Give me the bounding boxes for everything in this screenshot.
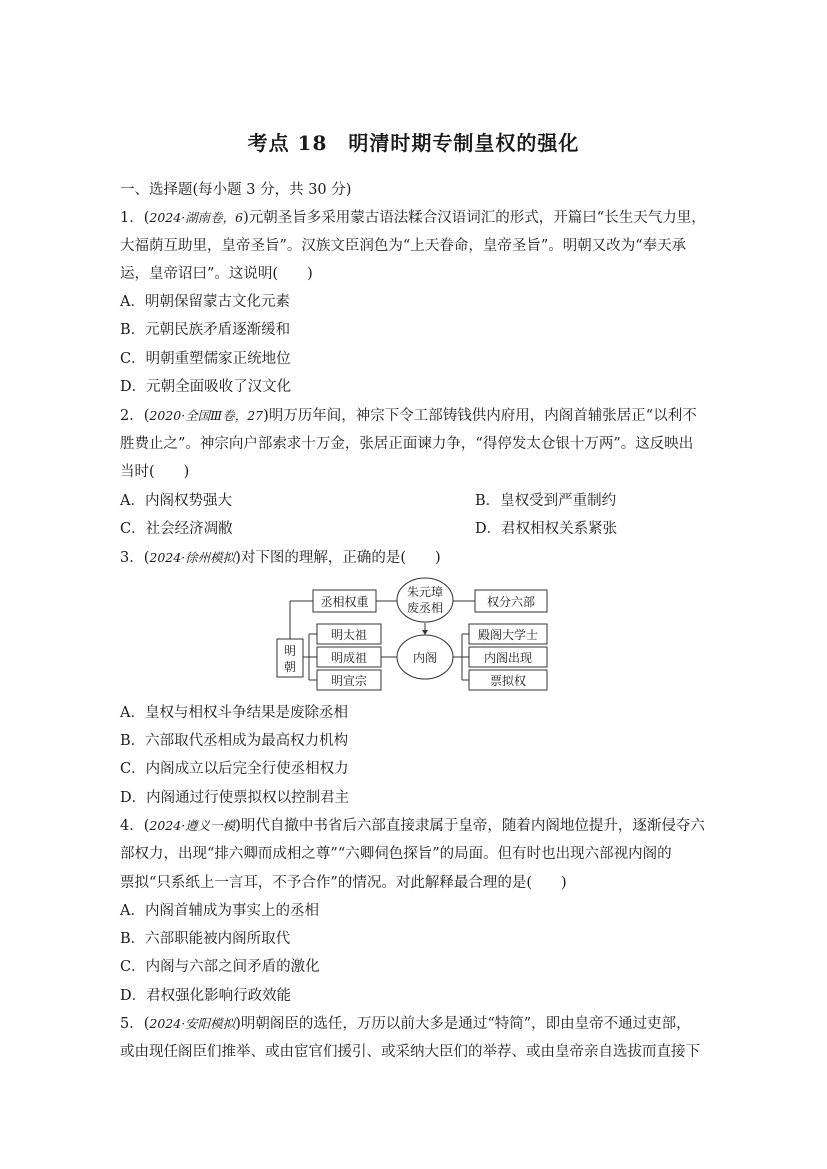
label-cabinet-appears: 内阁出现 <box>483 651 533 665</box>
label-ming-1: 明 <box>283 644 297 658</box>
q4-line-3: 票拟“只系纸上一言耳，不予合作”的情况。对此解释最合理的是( ) <box>120 875 567 891</box>
label-six-ministries: 权分六部 <box>486 595 536 609</box>
q1-text-1: )元朝圣旨多采用蒙古语法糅合汉语词汇的形式，开篇曰“长生天气力里， <box>243 210 706 226</box>
q4-option-d: D．君权强化影响行政效能 <box>120 988 292 1004</box>
label-abolish-prime-minister: 废丞相 <box>406 601 444 615</box>
q2-option-c: C．社会经济凋敝 <box>120 521 233 537</box>
q2-text-1: )明万历年间，神宗下令工部铸钱供内府用，内阁首辅张居正“以利不 <box>263 408 697 424</box>
q3-line-1 <box>120 548 441 568</box>
q2-option-b: B．皇权受到严重制约 <box>475 493 617 509</box>
q3-source: 2024·徐州模拟 <box>149 550 236 565</box>
arrow-head <box>422 630 428 635</box>
q3-option-b: B．六部取代丞相成为最高权力机构 <box>120 733 349 749</box>
q4-line-2: 部权力，出现“排六卿而成相之尊”“六卿伺色探旨”的局面。但有时也出现六部视内阁的 <box>120 846 672 862</box>
q2-options-row-2 <box>120 519 618 539</box>
q5-line-2: 或由现任阁臣们推举、或由宦官们援引、或采纳大臣们的举荐、或由皇帝亲自选拔而直接下 <box>120 1044 700 1060</box>
q1-source: 2024·湖南卷，6 <box>149 210 244 225</box>
q5-source: 2024·安阳模拟 <box>149 1016 236 1031</box>
q4-source: 2024·遵义一模 <box>149 818 236 833</box>
q1-line-2: 大福荫互助里，皇帝圣旨”。汉族文臣润色为“上天眷命，皇帝圣旨”。明朝又改为“奉天承 <box>120 238 687 254</box>
label-zhu-yuanzhang: 朱元璋 <box>406 585 444 599</box>
q2-option-a: A．内阁权势强大 <box>120 493 232 509</box>
q5-line-1 <box>120 1014 691 1034</box>
q1-number: 1．( <box>120 210 150 226</box>
q3-option-c: C．内阁成立以后完全行使丞相权力 <box>120 761 349 777</box>
label-prime-minister-power: 丞相权重 <box>320 595 369 609</box>
connector-right-bracket <box>462 634 469 680</box>
q2-option-d: D．君权相权关系紧张 <box>475 521 618 537</box>
connector-emperors-bracket <box>303 634 317 680</box>
label-ming-chengzu: 明成祖 <box>330 651 368 665</box>
q3-option-a: A．皇权与相权斗争结果是废除丞相 <box>120 705 348 721</box>
q1-line-1 <box>120 208 706 228</box>
q5-number: 5．( <box>120 1016 150 1032</box>
ming-cabinet-diagram <box>275 577 555 692</box>
q2-line-1 <box>120 406 697 426</box>
q4-text-1: )明代自撤中书省后六部直接隶属于皇帝，随着内阁地位提升，逐渐侵夺六 <box>235 818 705 834</box>
label-drafting-power: 票拟权 <box>489 674 527 688</box>
q3-number: 3．( <box>120 550 150 566</box>
q1-option-d: D．元朝全面吸收了汉文化 <box>120 379 292 395</box>
label-cabinet: 内阁 <box>412 651 438 665</box>
q1-line-3: 运，皇帝诏曰”。这说明( ) <box>120 266 313 282</box>
q2-number: 2．( <box>120 408 150 424</box>
label-ming-2: 朝 <box>283 660 297 674</box>
q4-number: 4．( <box>120 818 150 834</box>
q1-option-b: B．元朝民族矛盾逐渐缓和 <box>120 322 291 338</box>
q2-line-3: 当时( ) <box>120 464 190 480</box>
label-ming-xuanzong: 明宣宗 <box>330 674 368 688</box>
label-ming-taizu: 明太祖 <box>330 628 368 642</box>
q2-options-row-1 <box>120 491 617 511</box>
label-grand-secretary: 殿阁大学士 <box>477 628 539 642</box>
page-title: 考点 18 明清时期专制皇权的强化 <box>247 131 580 155</box>
q4-option-b: B．六部职能被内阁所取代 <box>120 931 291 947</box>
q2-line-2: 胜费止之”。神宗向户部索求十万金，张居正面谏力争，“得停发太仓银十万两”。这反映出 <box>120 436 694 452</box>
q1-option-a: A．明朝保留蒙古文化元素 <box>120 294 290 310</box>
q4-line-1 <box>120 816 705 836</box>
q2-source: 2020·全国Ⅲ卷，27 <box>149 408 264 423</box>
q3-option-d: D．内阁通过行使票拟权以控制君主 <box>120 790 350 806</box>
section-heading: 一、选择题(每小题 3 分，共 30 分) <box>120 182 352 198</box>
q4-option-c: C．内阁与六部之间矛盾的激化 <box>120 959 320 975</box>
q3-text-1: )对下图的理解，正确的是( ) <box>235 550 441 566</box>
q1-option-c: C．明朝重塑儒家正统地位 <box>120 351 291 367</box>
q5-text-1: )明朝阁臣的选任，万历以前大多是通过“特简”，即由皇帝不通过吏部， <box>235 1016 691 1032</box>
q4-option-a: A．内阁首辅成为事实上的丞相 <box>120 903 319 919</box>
